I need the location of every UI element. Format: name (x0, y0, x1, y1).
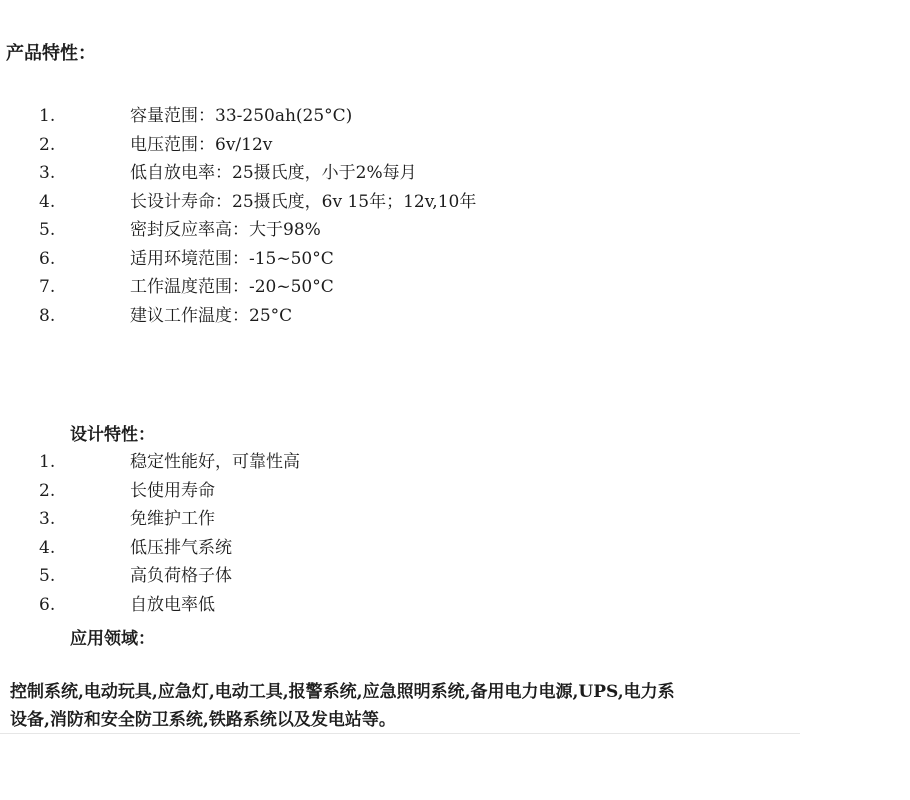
list-item-text: 自放电率低 (130, 594, 215, 615)
application-line-2: 设备,消防和安全防卫系统,铁路系统以及发电站等。 (10, 710, 396, 730)
application-heading: 应用领域： (70, 629, 155, 649)
list-item-number: 2. (39, 480, 56, 501)
list-item-number: 5. (39, 220, 56, 240)
list-item-text: 容量范围：33-250ah(25°C) (130, 106, 353, 126)
list-item-number: 1. (39, 452, 56, 472)
list-item-number: 4. (39, 537, 56, 558)
list-item-number: 1. (39, 106, 56, 126)
list-item-text: 电压范围：6v/12v (130, 134, 273, 155)
list-item-text: 长设计寿命：25摄氏度，6v 15年；12v,10年 (130, 191, 477, 212)
application-line-1: 控制系统,电动玩具,应急灯,电动工具,报警系统,应急照明系统,备用电力电源,UPS,电力系 (10, 682, 675, 702)
list-item-text: 免维护工作 (130, 509, 215, 529)
list-item-text: 高负荷格子体 (130, 566, 232, 586)
list-item-text: 低压排气系统 (130, 537, 232, 558)
list-item-number: 3. (39, 509, 56, 529)
list-item-text: 建议工作温度：25°C (130, 305, 293, 326)
list-item-text: 长使用寿命 (130, 480, 215, 501)
list-item-text: 稳定性能好，可靠性高 (130, 452, 300, 472)
list-item-number: 4. (39, 191, 56, 212)
application-paragraph (10, 678, 910, 734)
list-item-text: 密封反应率高：大于98% (130, 220, 321, 240)
divider (0, 733, 800, 734)
list-item-text: 适用环境范围：-15~50°C (130, 248, 334, 269)
list-item-text: 低自放电率：25摄氏度，小于2%每月 (130, 163, 417, 183)
list-item-number: 7. (39, 277, 56, 297)
design-heading: 设计特性： (70, 425, 155, 445)
list-item-number: 5. (39, 566, 56, 586)
list-item-number: 8. (39, 305, 56, 326)
list-item-text: 工作温度范围：-20~50°C (130, 277, 334, 297)
features-heading-text: 产品特性： (6, 43, 96, 64)
list-item-number: 2. (39, 134, 56, 155)
features-heading-cut (6, 43, 96, 66)
list-item-number: 6. (39, 594, 56, 615)
list-item-number: 6. (39, 248, 56, 269)
list-item-number: 3. (39, 163, 56, 183)
